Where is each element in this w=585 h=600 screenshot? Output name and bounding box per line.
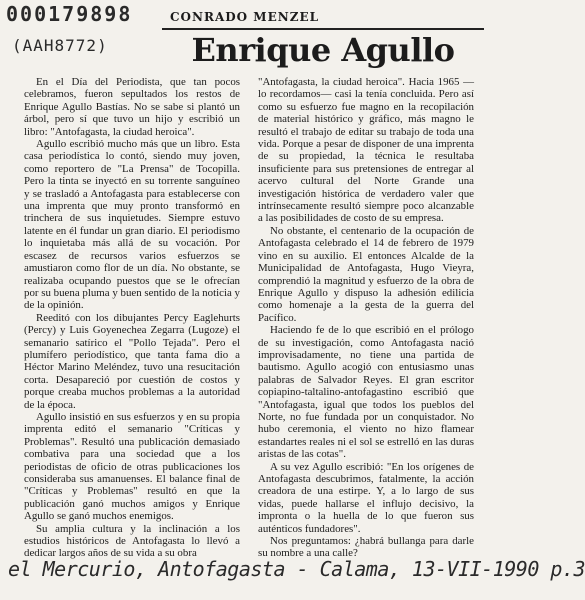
article-headline: Enrique Agullo bbox=[191, 31, 455, 69]
clipping-id-handwritten: 000179898 bbox=[6, 2, 133, 26]
paragraph: En el Día del Periodista, que tan pocos celebramos, fueron sepultados los restos de Enrique Agullo Bastías. No se sabe si plantó un árbol, pero sí que tuvo un hijo y escribió un libro: "Antofagasta, la ciudad heroica". bbox=[24, 76, 240, 138]
article-column-right bbox=[258, 76, 474, 560]
source-note-handwritten: el Mercurio, Antofagasta - Calama, 13-VII-1990 p.3 bbox=[8, 557, 585, 581]
paragraph: Agullo insistió en sus esfuerzos y en su propia imprenta editó el semanario "Críticas y Problemas". Resultó una publicación demasiado combativa para una sociedad que a los periodistas de oficio de otras publicaciones los consideraba sus amanuenses. El balance final de "Críticas y Problemas" resultó en que la publicación ganó muchos amigos y Enrique Agullo se ganó muchos enemigos. bbox=[24, 410, 240, 523]
paragraph: A su vez Agullo escribió: "En los orígenes de Antofagasta descubrimos, fatalmente, la acción creadora de una estirpe. Y, a lo largo de sus vidas, puede hallarse el influjo decisivo, la impronta o la huella de lo que fueron sus auténticos fundadores". bbox=[258, 460, 474, 535]
author-byline: CONRADO MENZEL bbox=[170, 10, 320, 24]
paragraph: Agullo escribió mucho más que un libro. Esta casa periodística lo contó, siendo muy joven, como reportero de "La Prensa" de Tocopilla. Pero la tinta se inyectó en su torrente sanguíneo y se trasladó a Antofagasta para establecerse con una imprenta que muy pronto transformó en trinchera de sus inquietudes. Siempre estuvo latente en él fundar un gran diario. El periodismo lo inquietaba más allá de su vocación. Por escasez de recursos varios esfuerzos se amustiaron como flor de un día. No obstante, se realizaba ocupando puestos que se le ofrecían por su buena pluma y buen sentido de la noticia y de la opinión. bbox=[24, 138, 240, 312]
header-rule bbox=[162, 28, 484, 30]
paragraph: Su amplia cultura y la inclinación a los estudios históricos de Antofagasta lo llevó a dedicar largos años de su vida a su obra bbox=[24, 522, 240, 560]
article-column-left bbox=[24, 76, 240, 560]
paragraph: Reeditó con los dibujantes Percy Eaglehurts (Percy) y Luis Goyenechea Zegarra (Lugoze) el semanario satírico el "Pollo Tejada". Pero el plumífero periodístico, que tanta fama dio a Héctor Marino Meléndez, tuvo una resucitación corta. Desapareció por cuestión de costos y porque creaba muchos problemas a la autoridad de la época. bbox=[24, 311, 240, 411]
paragraph: "Antofagasta, la ciudad heroica". Hacia 1965 —lo recordamos— casi la tenía concluida. Pero así como su esfuerzo fue magno en la recopilación de material histórico y gráfico, más magno le resultó el trabajo de editar su trabajo de toda una vida. Porque a pesar de disponer de una imprenta de su propiedad, la técnica le resultaba insuficiente para sus pretensiones de entregar al acervo cultural del Norte Grande una investigación histórica de verdadero valer que intrínsecamente resultó siempre poco alcanzable a las posibilidades de costo de su empresa. bbox=[258, 76, 474, 225]
archive-code-handwritten: (AAH8772) bbox=[12, 36, 108, 55]
paragraph: Nos preguntamos: ¿habrá bullanga para darle su nombre a una calle? bbox=[258, 535, 474, 560]
paragraph: No obstante, el centenario de la ocupación de Antofagasta celebrado el 14 de febrero de 1979 vino en su auxilio. El entonces Alcalde de la Municipalidad de Antofagasta, Hugo Vieyra, comprendió la magnitud y esfuerzo de la obra de Enrique Agullo y dispuso la adhesión edilicia como homenaje a la gesta de la guerra del Pacífico. bbox=[258, 224, 474, 324]
paragraph: Haciendo fe de lo que escribió en el prólogo de su investigación, como Antofagasta nació improvisadamente, no tiene una partida de bautismo. Agullo acogió con entusiasmo unas palabras de Salvador Reyes. El gran escritor copiapino-taltalino-antofagastino escribió que "Antofagasta, igual que todos los pueblos del Norte, no fue fundada por un conquistador. No hubo ceremonia, el viento no hizo flamear estandartes reales ni el sol se estrelló en las duras aristas de las cotas". bbox=[258, 324, 474, 461]
